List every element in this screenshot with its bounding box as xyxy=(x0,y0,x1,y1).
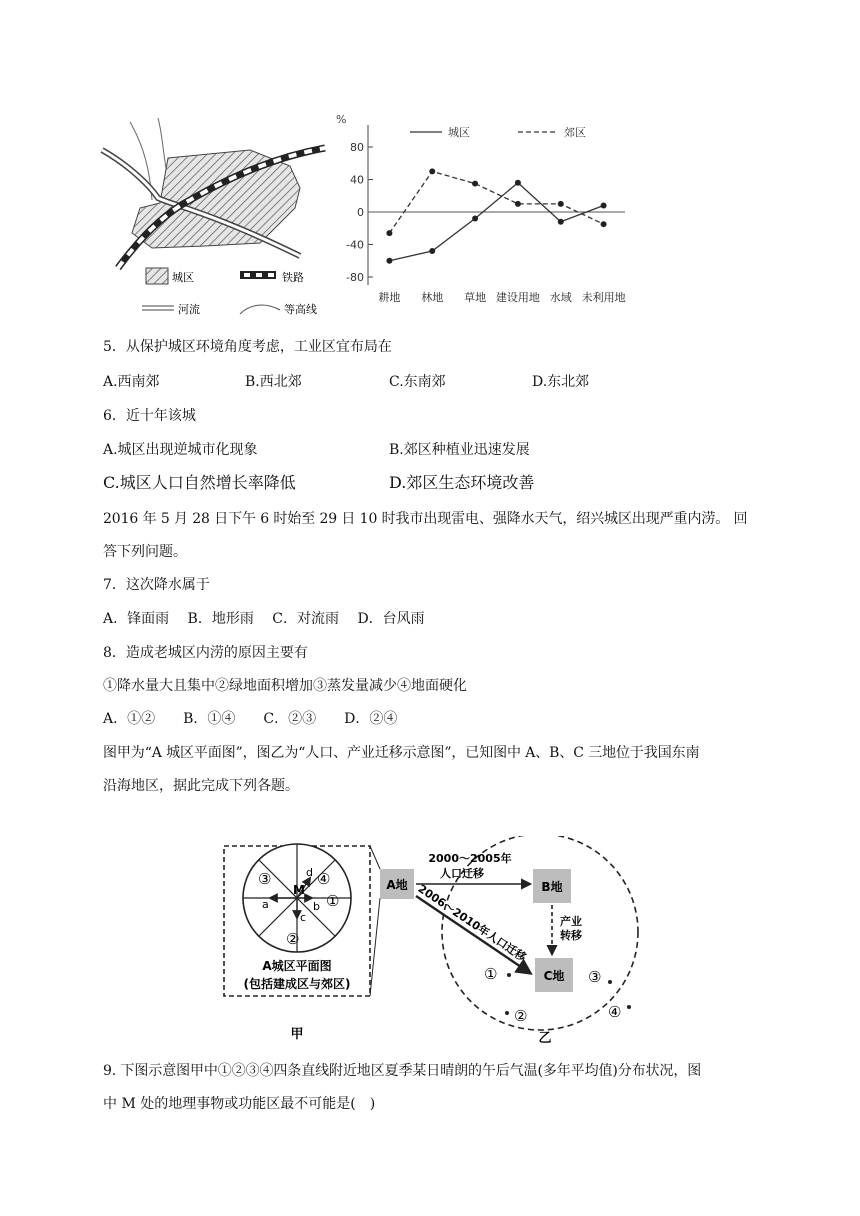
passage2-line1: 图甲为“A 城区平面图”，图乙为“人口、产业迁移示意图”，已知图中 A、B、C 三地位于我国东南 xyxy=(103,745,700,761)
region-label-3: ③ xyxy=(588,968,602,986)
x-category-label: 林地 xyxy=(421,291,444,304)
q7-options: A．锋面雨 B．地形雨 C．对流雨 D．台风雨 xyxy=(103,611,425,627)
series-point-2 xyxy=(386,230,392,236)
arrow-diag-label: 2006～2010年人口迁移 xyxy=(415,882,529,965)
migration-figure xyxy=(220,836,660,1051)
x-category-label: 草地 xyxy=(464,291,487,304)
q5-stem: 5．从保护城区环境角度考虑，工业区宜布局在 xyxy=(103,339,392,355)
q6-option-a: A.城区出现逆城市化现象 xyxy=(103,442,258,458)
series-point-2 xyxy=(472,181,478,187)
y-axis-unit: % xyxy=(336,113,347,126)
y-tick-label: 40 xyxy=(350,173,364,187)
arrow-down-label2: 转移 xyxy=(560,929,582,942)
q5-option-a: A.西南郊 xyxy=(103,374,160,390)
caption-yi: 乙 xyxy=(538,1031,552,1046)
series-line-1 xyxy=(389,183,603,261)
series-point-1 xyxy=(429,248,435,254)
land-use-change-chart xyxy=(330,105,630,330)
x-category-label: 耕地 xyxy=(378,291,401,304)
x-category-label: 建设用地 xyxy=(495,291,540,304)
circle-label-1: ① xyxy=(326,892,340,910)
series-point-2 xyxy=(429,168,435,174)
region-label-2: ② xyxy=(514,1007,528,1025)
legend-label-1: 城区 xyxy=(448,126,470,139)
circle-label-3: ③ xyxy=(258,870,272,888)
circle-label-b: b xyxy=(313,900,320,913)
legend-label-2: 郊区 xyxy=(564,126,586,139)
q5-option-d: D.东北郊 xyxy=(532,374,590,390)
q9-line1: 9. 下图示意图甲中①②③④四条直线附近地区夏季某日晴朗的午后气温(多年平均值)分布状况，图 xyxy=(103,1063,702,1079)
y-tick-label: -80 xyxy=(346,271,364,284)
series-point-1 xyxy=(472,216,478,222)
city-map-figure xyxy=(100,108,340,298)
series-point-1 xyxy=(515,180,521,186)
series-point-2 xyxy=(515,201,521,207)
q5-option-c: C.东南郊 xyxy=(389,374,446,390)
city-plan-caption2: (包括建成区与郊区) xyxy=(243,977,351,991)
passage1-line1: 2016 年 5 月 28 日下午 6 时始至 29 日 10 时我市出现雷电、强降水天气，绍兴城区出现严重内涝。 回 xyxy=(103,511,748,527)
series-point-1 xyxy=(386,258,392,264)
series-line-2 xyxy=(389,171,603,233)
legend-river-label: 河流 xyxy=(178,303,200,316)
circle-label-a: a xyxy=(262,898,269,911)
node-c-label: C地 xyxy=(543,969,565,983)
q6-stem: 6．近十年该城 xyxy=(103,408,196,424)
legend-contour-label: 等高线 xyxy=(284,303,317,316)
passage2-line2: 沿海地区，据此完成下列各题。 xyxy=(103,778,299,794)
circle-label-c: c xyxy=(300,911,307,924)
series-point-1 xyxy=(601,203,607,209)
x-category-label: 未利用地 xyxy=(581,291,626,304)
arrow-top-label2: 人口迁移 xyxy=(440,867,484,880)
q8-options: A．①② B．①④ C．②③ D．②④ xyxy=(103,711,398,727)
y-tick-label: -40 xyxy=(346,238,364,252)
q6-option-d: D.郊区生态环境改善 xyxy=(389,473,535,492)
q5-option-b: B.西北郊 xyxy=(245,374,302,390)
q8-stem: 8．造成老城区内涝的原因主要有 xyxy=(103,645,308,661)
legend-contour-swatch xyxy=(240,305,280,314)
x-category-label: 水域 xyxy=(549,291,572,304)
circle-label-d: d xyxy=(306,866,313,879)
q6-option-b: B.郊区种植业迅速发展 xyxy=(389,442,530,458)
region-label-4: ④ xyxy=(608,1003,622,1021)
node-a-label: A地 xyxy=(386,878,408,892)
legend-city-label: 城区 xyxy=(172,271,194,284)
q6-option-c: C.城区人口自然增长率降低 xyxy=(103,473,296,492)
city-plan-caption1: A城区平面图 xyxy=(262,959,332,973)
legend-railway-swatch xyxy=(240,271,276,279)
q9-line2: 中 M 处的地理事物或功能区最不可能是( ) xyxy=(103,1096,376,1112)
y-tick-label: 0 xyxy=(357,206,364,219)
caption-jia: 甲 xyxy=(290,1027,304,1042)
arrow-down-label1: 产业 xyxy=(560,915,582,928)
legend-railway-label: 铁路 xyxy=(282,271,304,284)
q7-stem: 7．这次降水属于 xyxy=(103,577,210,593)
series-point-1 xyxy=(558,219,564,225)
circle-label-4: ④ xyxy=(317,870,331,888)
series-point-2 xyxy=(558,201,564,207)
arrow-top-label1: 2000～2005年 xyxy=(428,852,512,865)
node-b-label: B地 xyxy=(541,880,563,894)
arrow-a-to-c xyxy=(416,896,530,973)
passage1-line2: 答下列问题。 xyxy=(103,544,187,560)
map-legend-row2 xyxy=(140,298,350,318)
q8-items: ①降水量大且集中②绿地面积增加③蒸发量减少④地面硬化 xyxy=(103,678,467,694)
circle-label-2: ② xyxy=(286,930,300,948)
legend-city-swatch xyxy=(146,268,168,284)
y-tick-label: 80 xyxy=(350,141,364,154)
contour-line xyxy=(158,118,166,168)
circle-label-m: M xyxy=(293,883,305,897)
region-label-1: ① xyxy=(484,965,498,983)
series-point-2 xyxy=(601,221,607,227)
